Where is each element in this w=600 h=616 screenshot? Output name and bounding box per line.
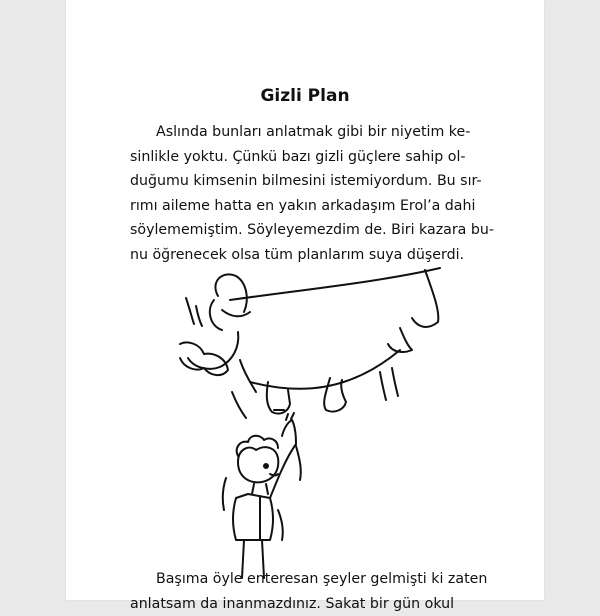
paragraph-line: rımı aileme hatta en yakın arkadaşım Erol’a dahi	[130, 194, 556, 219]
book-page	[66, 0, 544, 600]
paragraph-line: Başıma öyle enteresan şeyler gelmişti ki zaten	[130, 567, 556, 592]
paragraph-line: Aslında bunları anlatmak gibi bir niyetim ke-	[130, 120, 556, 145]
boy-drawing	[223, 413, 301, 578]
elephant-drawing	[180, 268, 440, 418]
chapter-title: Gizli Plan	[66, 86, 544, 106]
paragraph-line: söylememiştim. Söyleyemezdim de. Biri kazara bu-	[130, 218, 556, 243]
paragraph-line: nu öğrenecek olsa tüm planlarım suya düşerdi.	[130, 243, 556, 268]
paragraph-2	[130, 567, 556, 616]
elephant-and-boy-illustration	[66, 0, 544, 600]
paragraph-line: anlatsam da inanmazdınız. Sakat bir gün okul	[130, 592, 556, 616]
paragraph-line: sinlikle yoktu. Çünkü bazı gizli güçlere sahip ol-	[130, 145, 556, 170]
paragraph-line: duğumu kimsenin bilmesini istemiyordum. Bu sır-	[130, 169, 556, 194]
